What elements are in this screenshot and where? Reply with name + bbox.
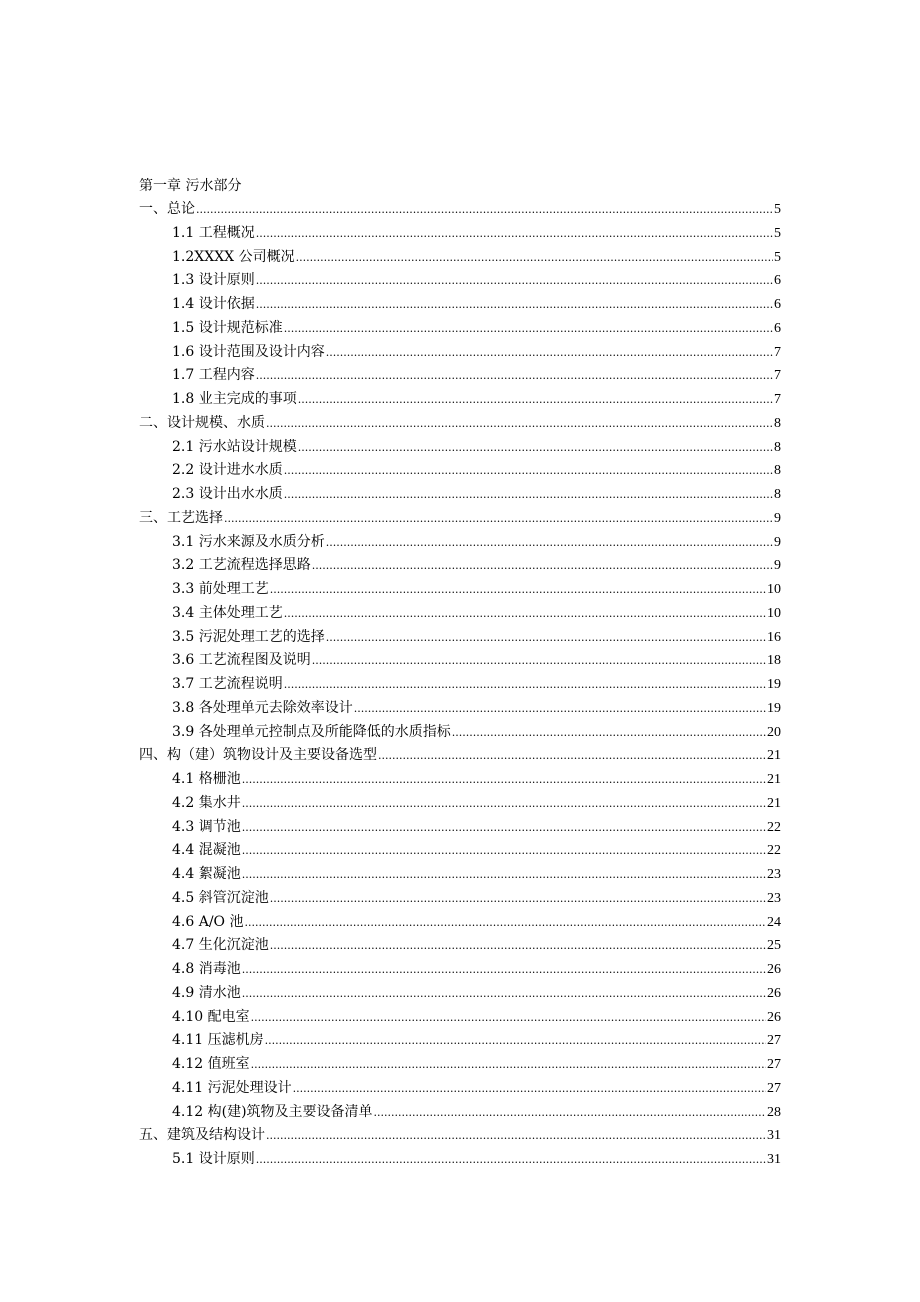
toc-page-number: 5 xyxy=(774,249,781,265)
toc-page-number: 22 xyxy=(767,843,781,859)
toc-dot-leader xyxy=(256,269,773,293)
toc-page-number: 26 xyxy=(767,962,781,977)
toc-page-number: 9 xyxy=(774,534,781,550)
toc-dot-leader xyxy=(452,721,766,745)
toc-page-number: 24 xyxy=(767,914,781,930)
toc-subsection-entry[interactable] xyxy=(139,436,781,460)
toc-page-number: 9 xyxy=(774,558,781,574)
toc-page-number: 28 xyxy=(767,1104,781,1120)
toc-dot-leader xyxy=(242,958,766,982)
toc-dot-leader xyxy=(270,887,766,911)
toc-subsection-entry[interactable] xyxy=(139,839,781,863)
toc-entry-label: 3.2 工艺流程选择思路 xyxy=(172,557,311,574)
toc-subsection-entry[interactable] xyxy=(139,293,781,317)
toc-entry-label: 1.4 设计依据 xyxy=(172,296,255,312)
toc-dot-leader xyxy=(242,816,766,840)
toc-entry-label: 1.8 业主完成的事项 xyxy=(172,391,297,407)
toc-entry-label: 3.5 污泥处理工艺的选择 xyxy=(172,628,325,645)
toc-dot-leader xyxy=(284,459,773,483)
toc-entry-label: 4.1 格栅池 xyxy=(172,771,241,787)
toc-entry-label: 1.7 工程内容 xyxy=(172,367,255,384)
toc-dot-leader xyxy=(298,388,773,412)
toc-entry-label: 3.4 主体处理工艺 xyxy=(172,604,283,621)
toc-subsection-entry[interactable] xyxy=(139,1101,781,1125)
toc-entry-label: 三、工艺选择 xyxy=(139,509,223,526)
toc-dot-leader xyxy=(326,626,766,650)
toc-page-number: 19 xyxy=(767,700,781,716)
toc-dot-leader xyxy=(270,578,766,602)
toc-page-number: 26 xyxy=(767,985,781,1001)
toc-entry-label: 3.9 各处理单元控制点及所能降低的水质指标 xyxy=(172,723,451,740)
toc-page-number: 6 xyxy=(774,273,781,289)
toc-dot-leader xyxy=(284,673,766,697)
toc-dot-leader xyxy=(354,697,766,721)
toc-subsection-entry[interactable] xyxy=(139,602,781,626)
toc-dot-leader xyxy=(251,1053,766,1077)
toc-page-number: 10 xyxy=(767,605,781,621)
toc-dot-leader xyxy=(256,293,773,317)
toc-subsection-entry[interactable] xyxy=(139,768,781,792)
toc-entry-label: 2.2 设计进水水质 xyxy=(172,462,283,479)
toc-entry-label: 5.1 设计原则 xyxy=(172,1151,255,1167)
toc-entry-label: 4.11 污泥处理设计 xyxy=(172,1079,292,1096)
toc-page-number: 23 xyxy=(767,867,781,882)
toc-page-number: 8 xyxy=(774,415,781,431)
toc-subsection-entry[interactable] xyxy=(139,1077,781,1101)
toc-subsection-entry[interactable] xyxy=(139,531,781,555)
toc-entry-label: 4.4 混凝池 xyxy=(172,842,241,859)
toc-subsection-entry[interactable] xyxy=(139,1006,781,1030)
toc-dot-leader xyxy=(298,436,773,460)
toc-entry-label: 1.6 设计范围及设计内容 xyxy=(172,343,325,360)
toc-page-number: 20 xyxy=(767,724,781,740)
toc-entry-label: 3.8 各处理单元去除效率设计 xyxy=(172,699,353,716)
toc-entry-label: 4.11 压滤机房 xyxy=(172,1032,264,1049)
toc-page-number: 27 xyxy=(767,1080,781,1096)
toc-dot-leader xyxy=(296,246,773,270)
toc-subsection-entry[interactable] xyxy=(139,697,781,721)
toc-entry-label: 2.3 设计出水水质 xyxy=(172,486,283,502)
toc-entry-label: 4.8 消毒池 xyxy=(172,961,241,977)
toc-subsection-entry[interactable] xyxy=(139,982,781,1006)
toc-page-number: 25 xyxy=(767,938,781,954)
toc-entries xyxy=(139,198,781,1172)
toc-dot-leader xyxy=(242,839,766,863)
toc-entry-label: 二、设计规模、水质 xyxy=(139,414,265,431)
toc-entry-label: 五、建筑及结构设计 xyxy=(139,1127,265,1144)
toc-subsection-entry[interactable] xyxy=(139,792,781,816)
toc-entry-label: 4.6 A/O 池 xyxy=(172,913,244,930)
toc-entry-label: 4.9 清水池 xyxy=(172,984,241,1001)
toc-dot-leader xyxy=(284,602,766,626)
toc-dot-leader xyxy=(256,1148,766,1172)
toc-entry-label: 4.4 絮凝池 xyxy=(172,866,241,882)
toc-entry-label: 4.12 值班室 xyxy=(172,1056,250,1072)
toc-page-number: 21 xyxy=(767,748,781,764)
toc-dot-leader xyxy=(196,198,773,222)
table-of-contents xyxy=(139,174,781,1172)
toc-subsection-entry[interactable] xyxy=(139,958,781,982)
toc-entry-label: 1.1 工程概况 xyxy=(172,224,255,241)
toc-page-number: 7 xyxy=(774,368,781,384)
toc-dot-leader xyxy=(326,341,773,365)
toc-subsection-entry[interactable] xyxy=(139,459,781,483)
toc-entry-label: 4.7 生化沉淀池 xyxy=(172,937,269,954)
toc-page-number: 31 xyxy=(767,1152,781,1167)
toc-dot-leader xyxy=(256,222,773,246)
toc-section-entry[interactable] xyxy=(139,507,781,531)
toc-dot-leader xyxy=(312,554,773,578)
toc-subsection-entry[interactable] xyxy=(139,887,781,911)
toc-section-entry[interactable] xyxy=(139,412,781,436)
toc-dot-leader xyxy=(374,1101,766,1125)
toc-dot-leader xyxy=(266,412,773,436)
toc-page-number: 26 xyxy=(767,1009,781,1025)
toc-page-number: 10 xyxy=(767,582,781,597)
toc-dot-leader xyxy=(242,863,766,887)
toc-page-number: 22 xyxy=(767,819,781,835)
toc-section-entry[interactable] xyxy=(139,744,781,768)
toc-subsection-entry[interactable] xyxy=(139,626,781,650)
toc-subsection-entry[interactable] xyxy=(139,554,781,578)
toc-page-number: 23 xyxy=(767,890,781,906)
toc-dot-leader xyxy=(242,982,766,1006)
toc-dot-leader xyxy=(242,792,766,816)
toc-page-number: 27 xyxy=(767,1057,781,1072)
toc-dot-leader xyxy=(242,768,766,792)
toc-entry-label: 一、总论 xyxy=(139,201,195,217)
toc-page-number: 31 xyxy=(767,1128,781,1144)
toc-subsection-entry[interactable] xyxy=(139,246,781,270)
toc-entry-label: 2.1 污水站设计规模 xyxy=(172,438,297,455)
toc-subsection-entry[interactable] xyxy=(139,388,781,412)
toc-subsection-entry[interactable] xyxy=(139,911,781,935)
toc-subsection-entry[interactable] xyxy=(139,317,781,341)
toc-entry-label: 1.3 设计原则 xyxy=(172,272,255,289)
toc-entry-label: 1.5 设计规范标准 xyxy=(172,319,283,336)
toc-page-number: 27 xyxy=(767,1033,781,1049)
toc-subsection-entry[interactable] xyxy=(139,341,781,365)
toc-dot-leader xyxy=(256,364,773,388)
toc-dot-leader xyxy=(224,507,773,531)
toc-page-number: 5 xyxy=(774,225,781,241)
toc-dot-leader xyxy=(284,483,773,507)
toc-page-number: 8 xyxy=(774,463,781,479)
toc-subsection-entry[interactable] xyxy=(139,721,781,745)
toc-dot-leader xyxy=(266,1124,766,1148)
toc-dot-leader xyxy=(326,531,773,555)
chapter-title: 第一章 污水部分 xyxy=(139,178,242,194)
toc-entry-label: 3.1 污水来源及水质分析 xyxy=(172,533,325,550)
toc-dot-leader xyxy=(265,1029,766,1053)
toc-subsection-entry[interactable] xyxy=(139,1148,781,1172)
toc-subsection-entry[interactable] xyxy=(139,649,781,673)
toc-page-number: 16 xyxy=(767,629,781,645)
toc-dot-leader xyxy=(378,744,766,768)
toc-subsection-entry[interactable] xyxy=(139,222,781,246)
toc-entry-label: 3.7 工艺流程说明 xyxy=(172,676,283,692)
toc-page-number: 19 xyxy=(767,677,781,692)
toc-page-number: 5 xyxy=(774,202,781,217)
toc-entry-label: 3.6 工艺流程图及说明 xyxy=(172,652,311,669)
toc-subsection-entry[interactable] xyxy=(139,1053,781,1077)
toc-subsection-entry[interactable] xyxy=(139,483,781,507)
toc-section-entry[interactable] xyxy=(139,1124,781,1148)
toc-page-number: 7 xyxy=(774,344,781,360)
toc-page-number: 21 xyxy=(767,795,781,811)
toc-dot-leader xyxy=(284,317,773,341)
toc-subsection-entry[interactable] xyxy=(139,578,781,602)
toc-entry-label: 4.2 集水井 xyxy=(172,794,241,811)
toc-page-number: 6 xyxy=(774,297,781,312)
toc-subsection-entry[interactable] xyxy=(139,816,781,840)
toc-subsection-entry[interactable] xyxy=(139,364,781,388)
toc-subsection-entry[interactable] xyxy=(139,1029,781,1053)
toc-page-number: 6 xyxy=(774,320,781,336)
toc-entry-label: 4.12 构(建)筑物及主要设备清单 xyxy=(172,1103,373,1120)
toc-page-number: 18 xyxy=(767,653,781,669)
toc-entry-label: 1.2XXXX 公司概况 xyxy=(172,248,295,265)
toc-entry-label: 4.10 配电室 xyxy=(172,1008,250,1025)
toc-page-number: 21 xyxy=(767,772,781,787)
toc-entry-label: 4.5 斜管沉淀池 xyxy=(172,889,269,906)
toc-subsection-entry[interactable] xyxy=(139,934,781,958)
toc-entry-label: 3.3 前处理工艺 xyxy=(172,581,269,597)
toc-dot-leader xyxy=(251,1006,766,1030)
toc-subsection-entry[interactable] xyxy=(139,863,781,887)
toc-page-number: 9 xyxy=(774,510,781,526)
toc-page-number: 8 xyxy=(774,439,781,455)
toc-section-entry[interactable] xyxy=(139,198,781,222)
toc-dot-leader xyxy=(293,1077,766,1101)
toc-page-number: 8 xyxy=(774,487,781,502)
toc-entry-label: 四、构（建）筑物设计及主要设备选型 xyxy=(139,747,377,764)
toc-page-number: 7 xyxy=(774,392,781,407)
toc-subsection-entry[interactable] xyxy=(139,673,781,697)
toc-dot-leader xyxy=(312,649,766,673)
toc-dot-leader xyxy=(244,911,766,935)
toc-dot-leader xyxy=(270,934,766,958)
toc-entry-label: 4.3 调节池 xyxy=(172,818,241,835)
toc-subsection-entry[interactable] xyxy=(139,269,781,293)
